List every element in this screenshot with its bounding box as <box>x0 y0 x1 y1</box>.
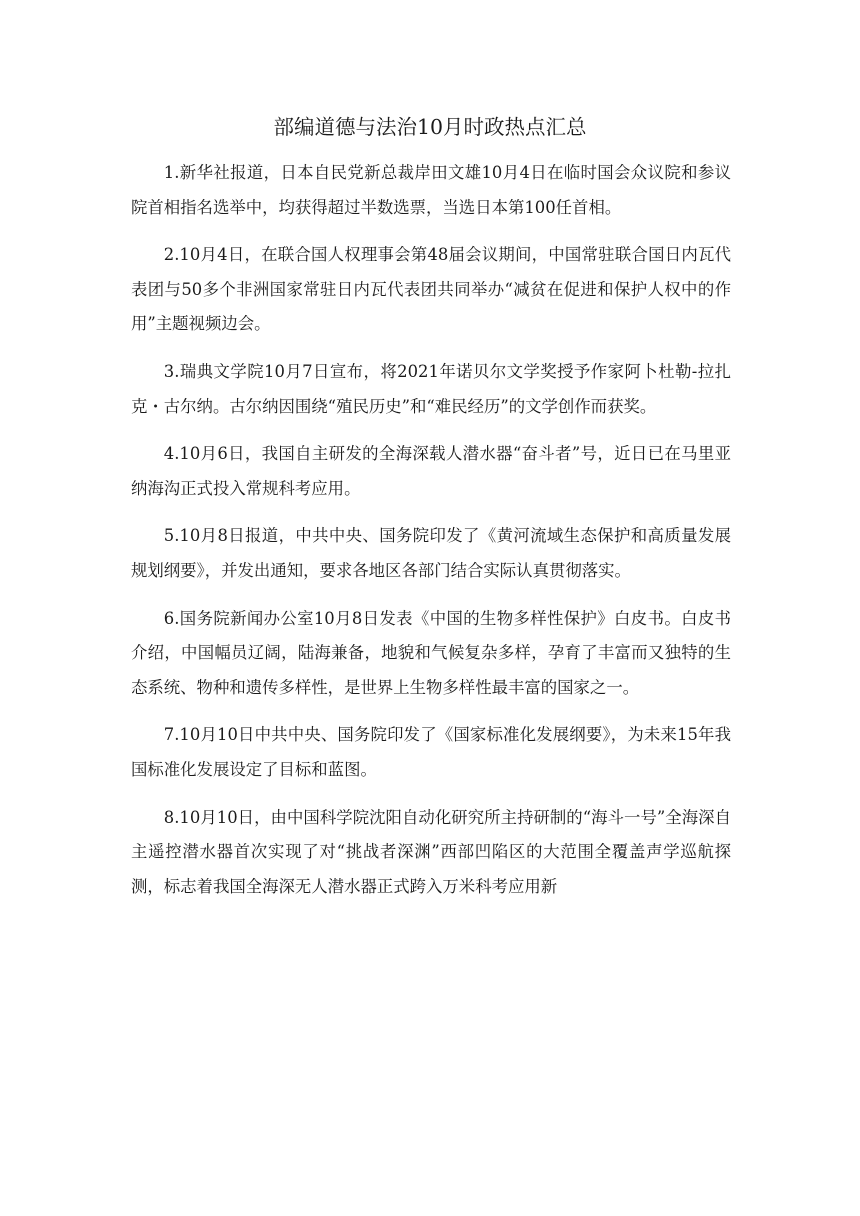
news-item-5: 5.10月8日报道，中共中央、国务院印发了《黄河流域生态保护和高质量发展规划纲要》，并发出通知，要求各地区各部门结合实际认真贯彻落实。 <box>131 526 731 580</box>
news-item-8: 8.10月10日，由中国科学院沈阳自动化研究所主持研制的“海斗一号”全海深自主遥控潜水器首次实现了对“挑战者深渊”西部凹陷区的大范围全覆盖声学巡航探测，标志着我国全海深无人潜水器正式跨入万米科考应用新 <box>131 807 731 896</box>
news-item-3: 3.瑞典文学院10月7日宣布，将2021年诺贝尔文学奖授予作家阿卜杜勒-拉扎克・古尔纳。古尔纳因围绕“殖民历史”和“难民经历”的文学创作而获奖。 <box>131 361 731 416</box>
document-body <box>131 156 731 917</box>
document-title: 部编道德与法治10月时政热点汇总 <box>273 115 587 139</box>
news-item-7: 7.10月10日中共中央、国务院印发了《国家标准化发展纲要》，为未来15年我国标准化发展设定了目标和蓝图。 <box>131 725 731 779</box>
news-item-6: 6.国务院新闻办公室10月8日发表《中国的生物多样性保护》白皮书。白皮书介绍，中国幅员辽阔，陆海兼备，地貌和气候复杂多样，孕育了丰富而又独特的生态系统、物种和遗传多样性，是世界上生物多样性最丰富的国家之一。 <box>131 608 731 697</box>
news-item-1: 1.新华社报道，日本自民党新总裁岸田文雄10月4日在临时国会众议院和参议院首相指名选举中，均获得超过半数选票，当选日本第100任首相。 <box>131 163 731 217</box>
news-item-4: 4.10月6日，我国自主研发的全海深载人潜水器“奋斗者”号，近日已在马里亚纳海沟正式投入常规科考应用。 <box>131 444 731 498</box>
news-item-2: 2.10月4日，在联合国人权理事会第48届会议期间，中国常驻联合国日内瓦代表团与50多个非洲国家常驻日内瓦代表团共同举办“减贫在促进和保护人权中的作用”主题视频边会。 <box>131 245 731 334</box>
